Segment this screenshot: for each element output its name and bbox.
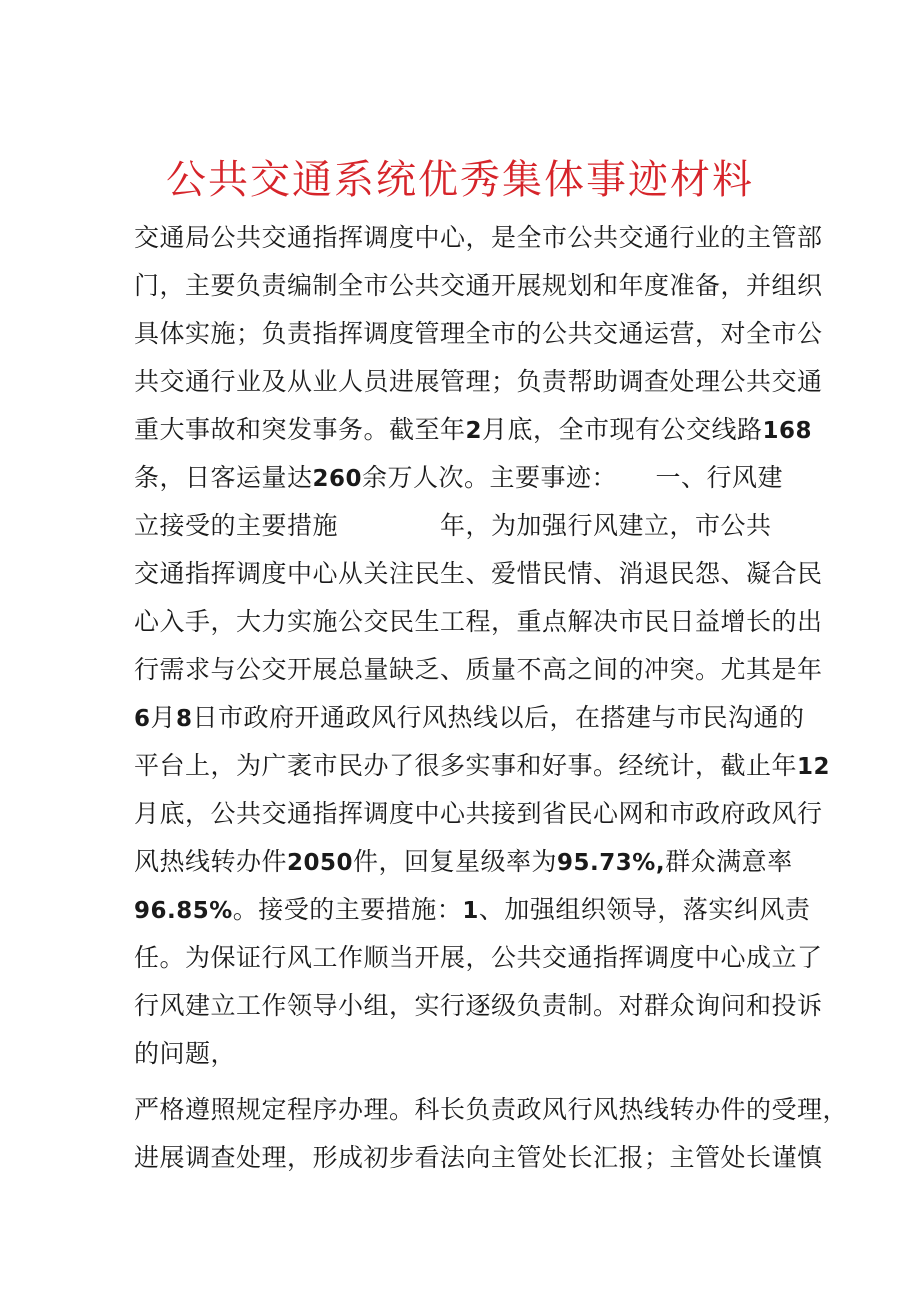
body-text: 月底，全市现有公交线路 xyxy=(482,415,763,444)
body-line xyxy=(134,940,823,976)
body-line xyxy=(134,748,830,784)
body-line xyxy=(134,556,823,592)
body-number: 2050 xyxy=(287,850,354,876)
body-line xyxy=(134,604,823,640)
body-text: 交通局公共交通指挥调度中心，是全市公共交通行业的主管部 xyxy=(134,223,823,252)
body-text: 心入手，大力实施公交民生工程，重点解决市民日益增长的出 xyxy=(134,607,823,636)
body-text: 件，回复星级率为 xyxy=(353,847,558,876)
body-line xyxy=(134,220,823,256)
body-number: 12 xyxy=(797,754,831,780)
body-text: 风热线转办件 xyxy=(134,847,288,876)
body-text: 月底，公共交通指挥调度中心共接到省民心网和市政府政风行 xyxy=(134,799,823,828)
body-number: 168 xyxy=(762,418,813,444)
body-text: 平台上，为广袤市民办了很多实事和好事。经统计，截止年 xyxy=(134,751,798,780)
body-number: 1 xyxy=(462,898,479,924)
body-line xyxy=(134,364,823,400)
body-text: 。接受的主要措施： xyxy=(232,895,463,924)
body-text: 任。为保证行风工作顺当开展，公共交通指挥调度中心成立了 xyxy=(134,943,823,972)
body-line xyxy=(134,988,823,1024)
body-text: 的问题， xyxy=(134,1039,237,1068)
body-line xyxy=(134,796,823,832)
body-line xyxy=(134,1092,848,1128)
body-text: 重大事故和突发事务。截至年 xyxy=(134,415,466,444)
body-text: 进展调查处理，形成初步看法向主管处长汇报；主管处长谨慎 xyxy=(134,1143,823,1172)
body-text: 群众满意率 xyxy=(665,847,793,876)
body-line xyxy=(134,1036,236,1072)
body-number: 6 xyxy=(134,706,151,732)
body-text: 交通指挥调度中心从关注民生、爱惜民情、消退民怨、凝合民 xyxy=(134,559,823,588)
body-line xyxy=(134,700,805,736)
body-text: 共交通行业及从业人员进展管理；负责帮助调查处理公共交通 xyxy=(134,367,823,396)
body-text: 严格遵照规定程序办理。科长负责政风行风热线转办件的受理， xyxy=(134,1095,849,1124)
document-title: 公共交通系统优秀集体事迹材料 xyxy=(166,157,754,203)
body-text: 日市政府开通政风行风热线以后，在搭建与市民沟通的 xyxy=(192,703,805,732)
body-line xyxy=(134,892,810,928)
body-text: 行风建立工作领导小组，实行逐级负责制。对群众询问和投诉 xyxy=(134,991,823,1020)
body-number: 96.85% xyxy=(134,898,233,924)
body-text: 余万人次。主要事迹： 一、行风建 xyxy=(362,463,784,492)
body-text: 门，主要负责编制全市公共交通开展规划和年度准备，并组织 xyxy=(134,271,823,300)
body-text: 行需求与公交开展总量缺乏、质量不高之间的冲突。尤其是年 xyxy=(134,655,823,684)
body-number: 95.73%, xyxy=(557,850,666,876)
body-line xyxy=(134,268,823,304)
body-line xyxy=(134,460,783,496)
body-number: 2 xyxy=(465,418,483,444)
body-line xyxy=(134,652,823,688)
body-text: 、加强组织领导，落实纠风责 xyxy=(478,895,811,924)
body-line xyxy=(134,316,823,352)
body-line xyxy=(134,844,793,880)
body-line xyxy=(134,412,812,448)
body-text: 条，日客运量达 xyxy=(134,463,313,492)
body-number: 8 xyxy=(176,706,193,732)
body-text: 立接受的主要措施 年，为加强行风建立，市公共 xyxy=(134,511,772,540)
body-line xyxy=(134,1140,823,1176)
body-text: 具体实施；负责指挥调度管理全市的公共交通运营，对全市公 xyxy=(134,319,823,348)
body-line xyxy=(134,508,772,544)
body-text: 月 xyxy=(150,703,177,732)
body-number: 260 xyxy=(312,466,363,492)
